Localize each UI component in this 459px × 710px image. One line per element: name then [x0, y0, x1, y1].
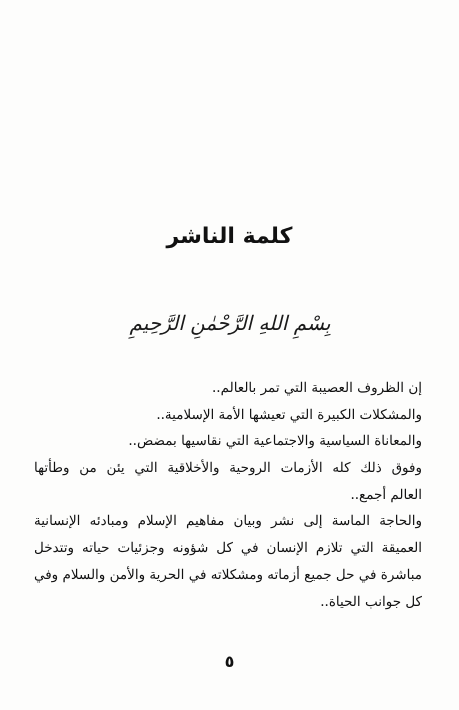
text-line: كل جوانب الحياة..: [320, 593, 422, 610]
text-line: وفوق ذلك كله الأزمات الروحية والأخلاقية التي يئن من وطأتها: [34, 460, 422, 477]
text-line: والحاجة الماسة إلى نشر وبيان مفاهيم الإسلام ومبادئه الإنسانية: [34, 513, 422, 530]
page-heading: كلمة الناشر: [166, 224, 293, 249]
text-line: إن الظروف العصيبة التي تمر بالعالم..: [212, 380, 422, 396]
basmala-calligraphy: [100, 300, 360, 346]
text-line: مباشرة في حل جميع أزماته ومشكلاته في الحرية والأمن والسلام وفي: [34, 566, 422, 583]
text-line: العميقة التي تلازم الإنسان في كل شؤونه وجزئيات حياته وتتدخل: [34, 540, 422, 557]
text-line: والمعاناة السياسية والاجتماعية التي نقاسيها بمضض..: [128, 433, 422, 450]
text-line: والمشكلات الكبيرة التي تعيشها الأمة الإسلامية..: [156, 406, 422, 423]
text-line: العالم أجمع..: [350, 486, 422, 503]
basmala-text: بِسْمِ اللهِ الرَّحْمٰنِ الرَّحِيمِ: [129, 311, 331, 335]
publisher-note-text: [34, 375, 422, 615]
page-number: ٥: [224, 652, 235, 671]
